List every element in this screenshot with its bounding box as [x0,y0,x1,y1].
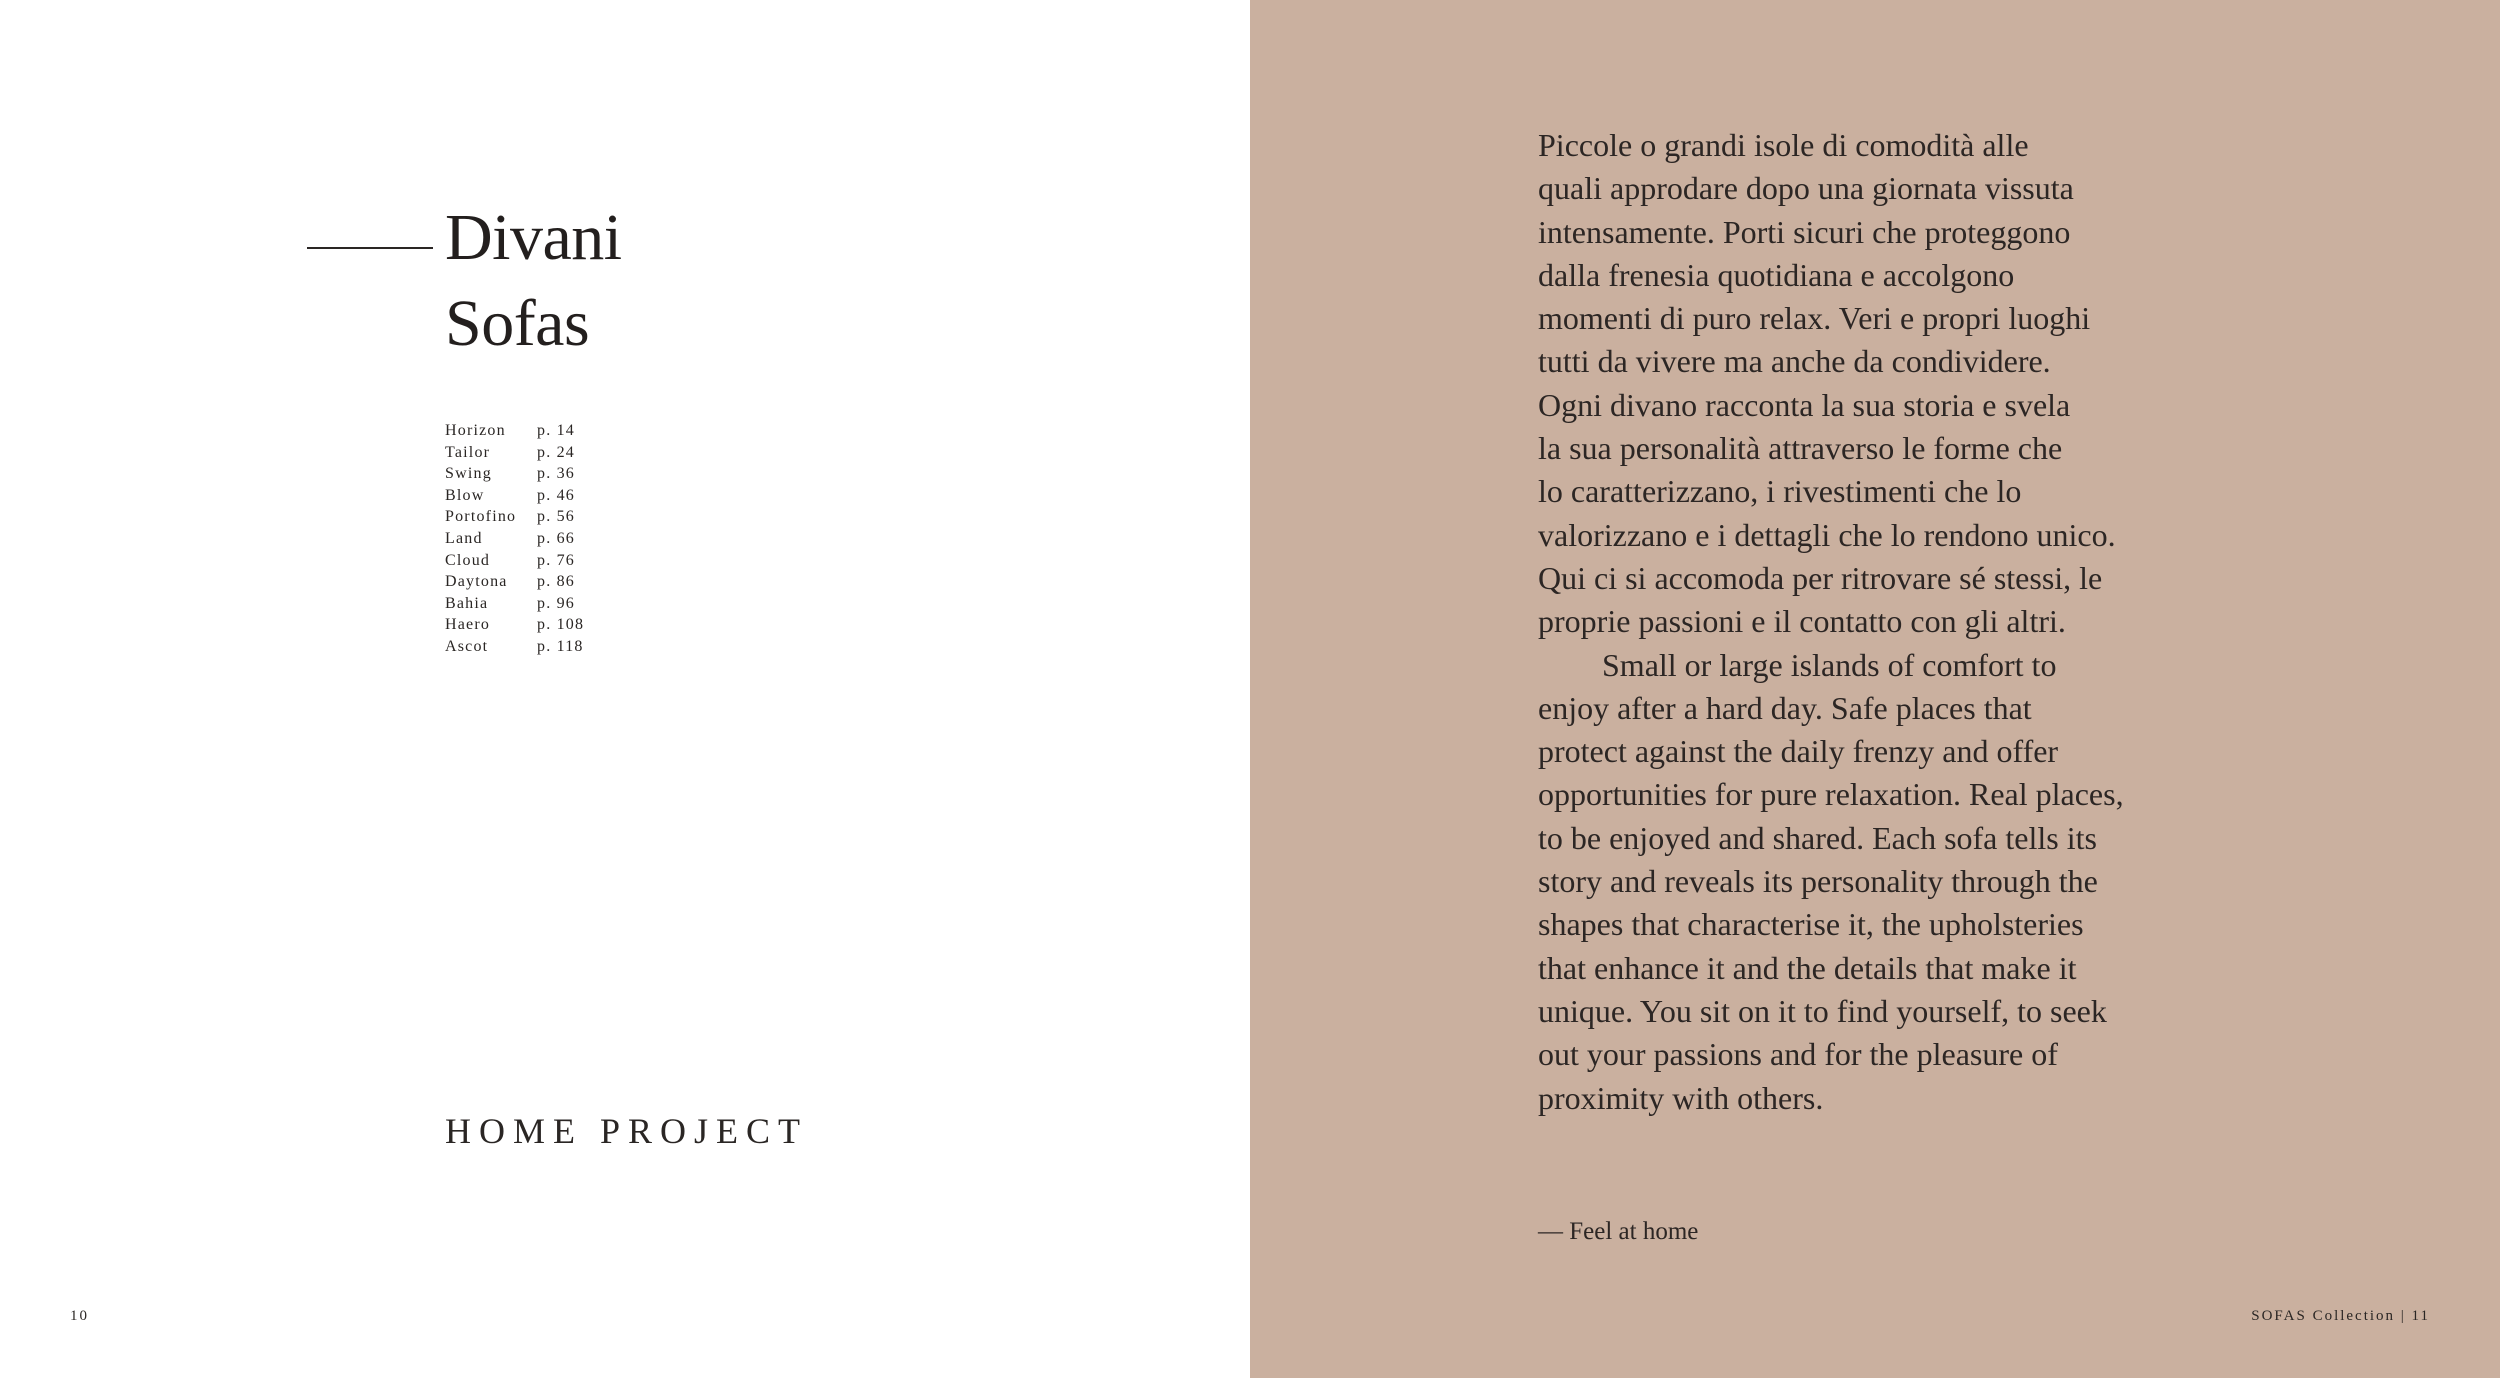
index-page: p. 76 [537,551,575,569]
title-italian: Divani [445,201,622,274]
index-page: p. 24 [537,443,575,461]
index-name: Portofino [445,508,517,526]
index-name: Daytona [445,573,508,591]
paragraph-italian: Piccole o grandi isole di comodità alle quali approdare dopo una giornata vissuta intensamente. Porti sicuri che proteggono dalla frenesia quotidiana e accolgono momenti di puro relax. Veri e propri luoghi tutti da vivere ma anche da condividere. Ogni divano racconta la sua storia e svela la sua personalità attraverso le forme che lo caratterizzano, i rivestimenti che lo valorizzano e i dettagli che lo rendono unico. Qui ci si accomoda per ritrovare sé stessi, le proprie passioni e il contatto con gli altri. [1538,127,2116,640]
paragraph-english: Small or large islands of comfort to enjoy after a hard day. Safe places that protect against the daily frenzy and offer opportunities for pure relaxation. Real places, to be enjoyed and shared. Each sofa tells its story and reveals its personality through the shapes that characterise it, the upholsteries that enhance it and the details that make it unique. You sit on it to find yourself, to seek out your passions and for the pleasure of proximity with others. [1538,646,2124,1116]
index-name: Ascot [445,637,489,655]
title-english: Sofas [445,287,590,360]
title-rule [307,247,433,249]
page-footer-right: SOFAS Collection | 11 [2251,1308,2430,1324]
index-page: p. 36 [537,465,575,483]
index-page: p. 66 [537,529,575,547]
index-row [445,593,584,615]
index-page: p. 86 [537,573,575,591]
brand-wordmark: HOME PROJECT [445,1111,809,1151]
index-page: p. 118 [537,637,584,655]
index-row [445,420,584,442]
index-name: Swing [445,465,492,483]
index-page: p. 14 [537,422,575,439]
index-name: Land [445,529,483,547]
index-name: Tailor [445,443,491,461]
body-text [1538,124,2238,1120]
section-title [445,195,622,367]
index-name: Haero [445,616,491,634]
index-row [445,442,584,464]
index-row [445,485,584,507]
product-index [445,420,584,658]
index-name: Cloud [445,551,491,569]
index-name: Bahia [445,594,489,612]
index-row [445,550,584,572]
index-row [445,463,584,485]
index-row [445,614,584,636]
index-row [445,506,584,528]
index-name: Blow [445,486,485,504]
page-number-left: 10 [70,1308,89,1324]
index-name: Horizon [445,422,506,439]
index-page: p. 96 [537,594,575,612]
index-page: p. 46 [537,486,575,504]
index-row [445,636,584,658]
signature: — Feel at home [1538,1218,1699,1245]
index-page: p. 108 [537,616,585,634]
index-row [445,571,584,593]
index-row [445,528,584,550]
index-page: p. 56 [537,508,575,526]
